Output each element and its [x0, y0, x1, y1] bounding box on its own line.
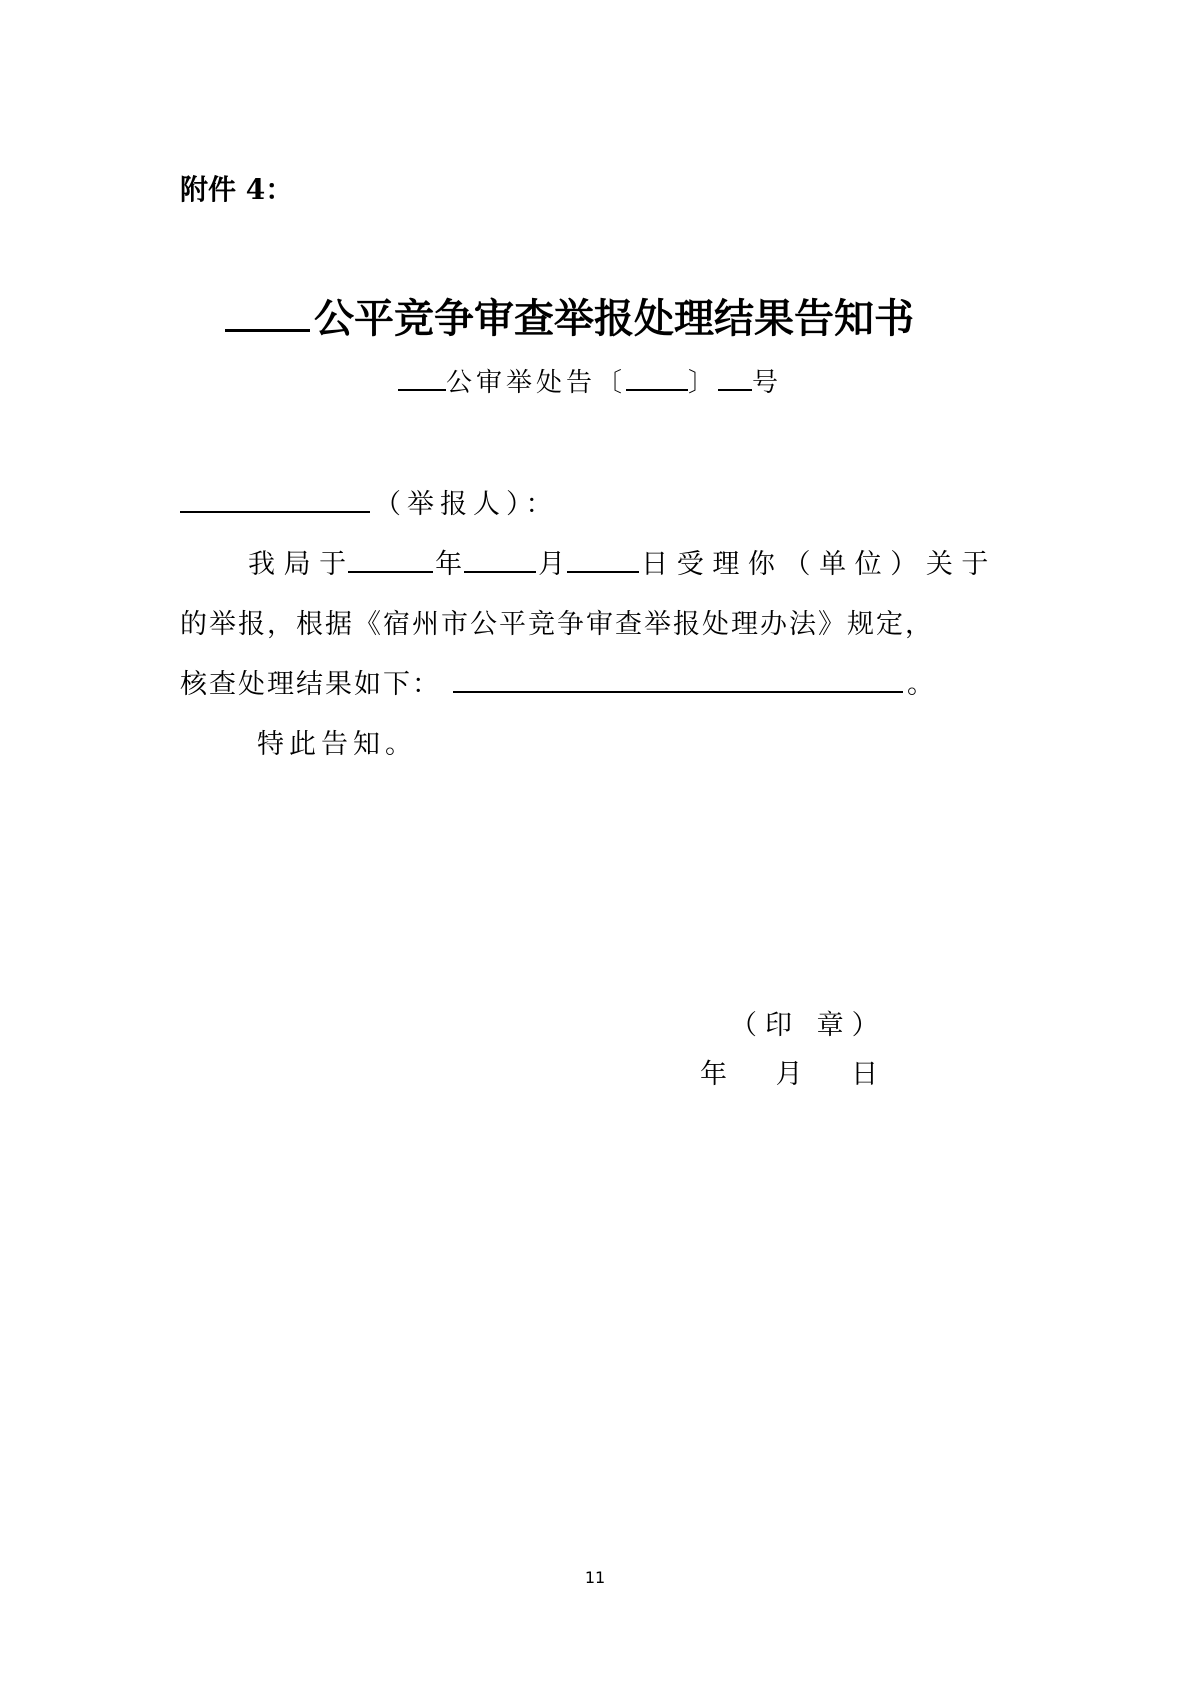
line3-prefix: 核查处理结果如下： — [180, 669, 441, 700]
body-line-3 — [180, 662, 936, 701]
result-blank — [453, 667, 903, 693]
line1-prefix: 我 局 于 — [248, 549, 347, 580]
day-blank — [567, 547, 639, 573]
addressee-line — [180, 482, 559, 521]
signature-date: 年 月 日 — [700, 1059, 879, 1090]
title-blank — [225, 293, 310, 332]
notice-text: 特此告知。 — [257, 729, 417, 760]
body-line-1 — [248, 542, 988, 581]
title-text: 公平竞争审查举报处理结果告知书 — [314, 295, 914, 342]
addressee-suffix: （举报人）： — [374, 489, 559, 520]
page-number: 11 — [584, 1568, 606, 1587]
month-blank — [464, 547, 536, 573]
doc-number-blank-year — [626, 366, 688, 391]
year-blank — [348, 547, 433, 573]
doc-number-blank-serial — [718, 366, 752, 391]
line1-year: 年 — [435, 549, 463, 580]
doc-number-text-1: 公审举处告〔 — [446, 368, 627, 398]
seal-placeholder: （印 章） — [730, 1010, 887, 1041]
document-title — [225, 287, 914, 344]
line3-suffix: 。 — [907, 669, 936, 700]
doc-number-blank-prefix — [398, 366, 446, 391]
doc-number-text-3: 号 — [752, 368, 783, 398]
line1-month: 月 — [538, 549, 566, 580]
line1-rest: 日 受 理 你 （ 单 位 ） 关 于 — [641, 549, 989, 580]
document-number — [398, 362, 782, 399]
doc-number-text-2: 〕 — [688, 368, 719, 398]
body-line-2: 的举报，根据《宿州市公平竞争审查举报处理办法》规定， — [180, 609, 934, 640]
attachment-label: 附件 4： — [180, 173, 294, 206]
addressee-blank — [180, 487, 370, 513]
